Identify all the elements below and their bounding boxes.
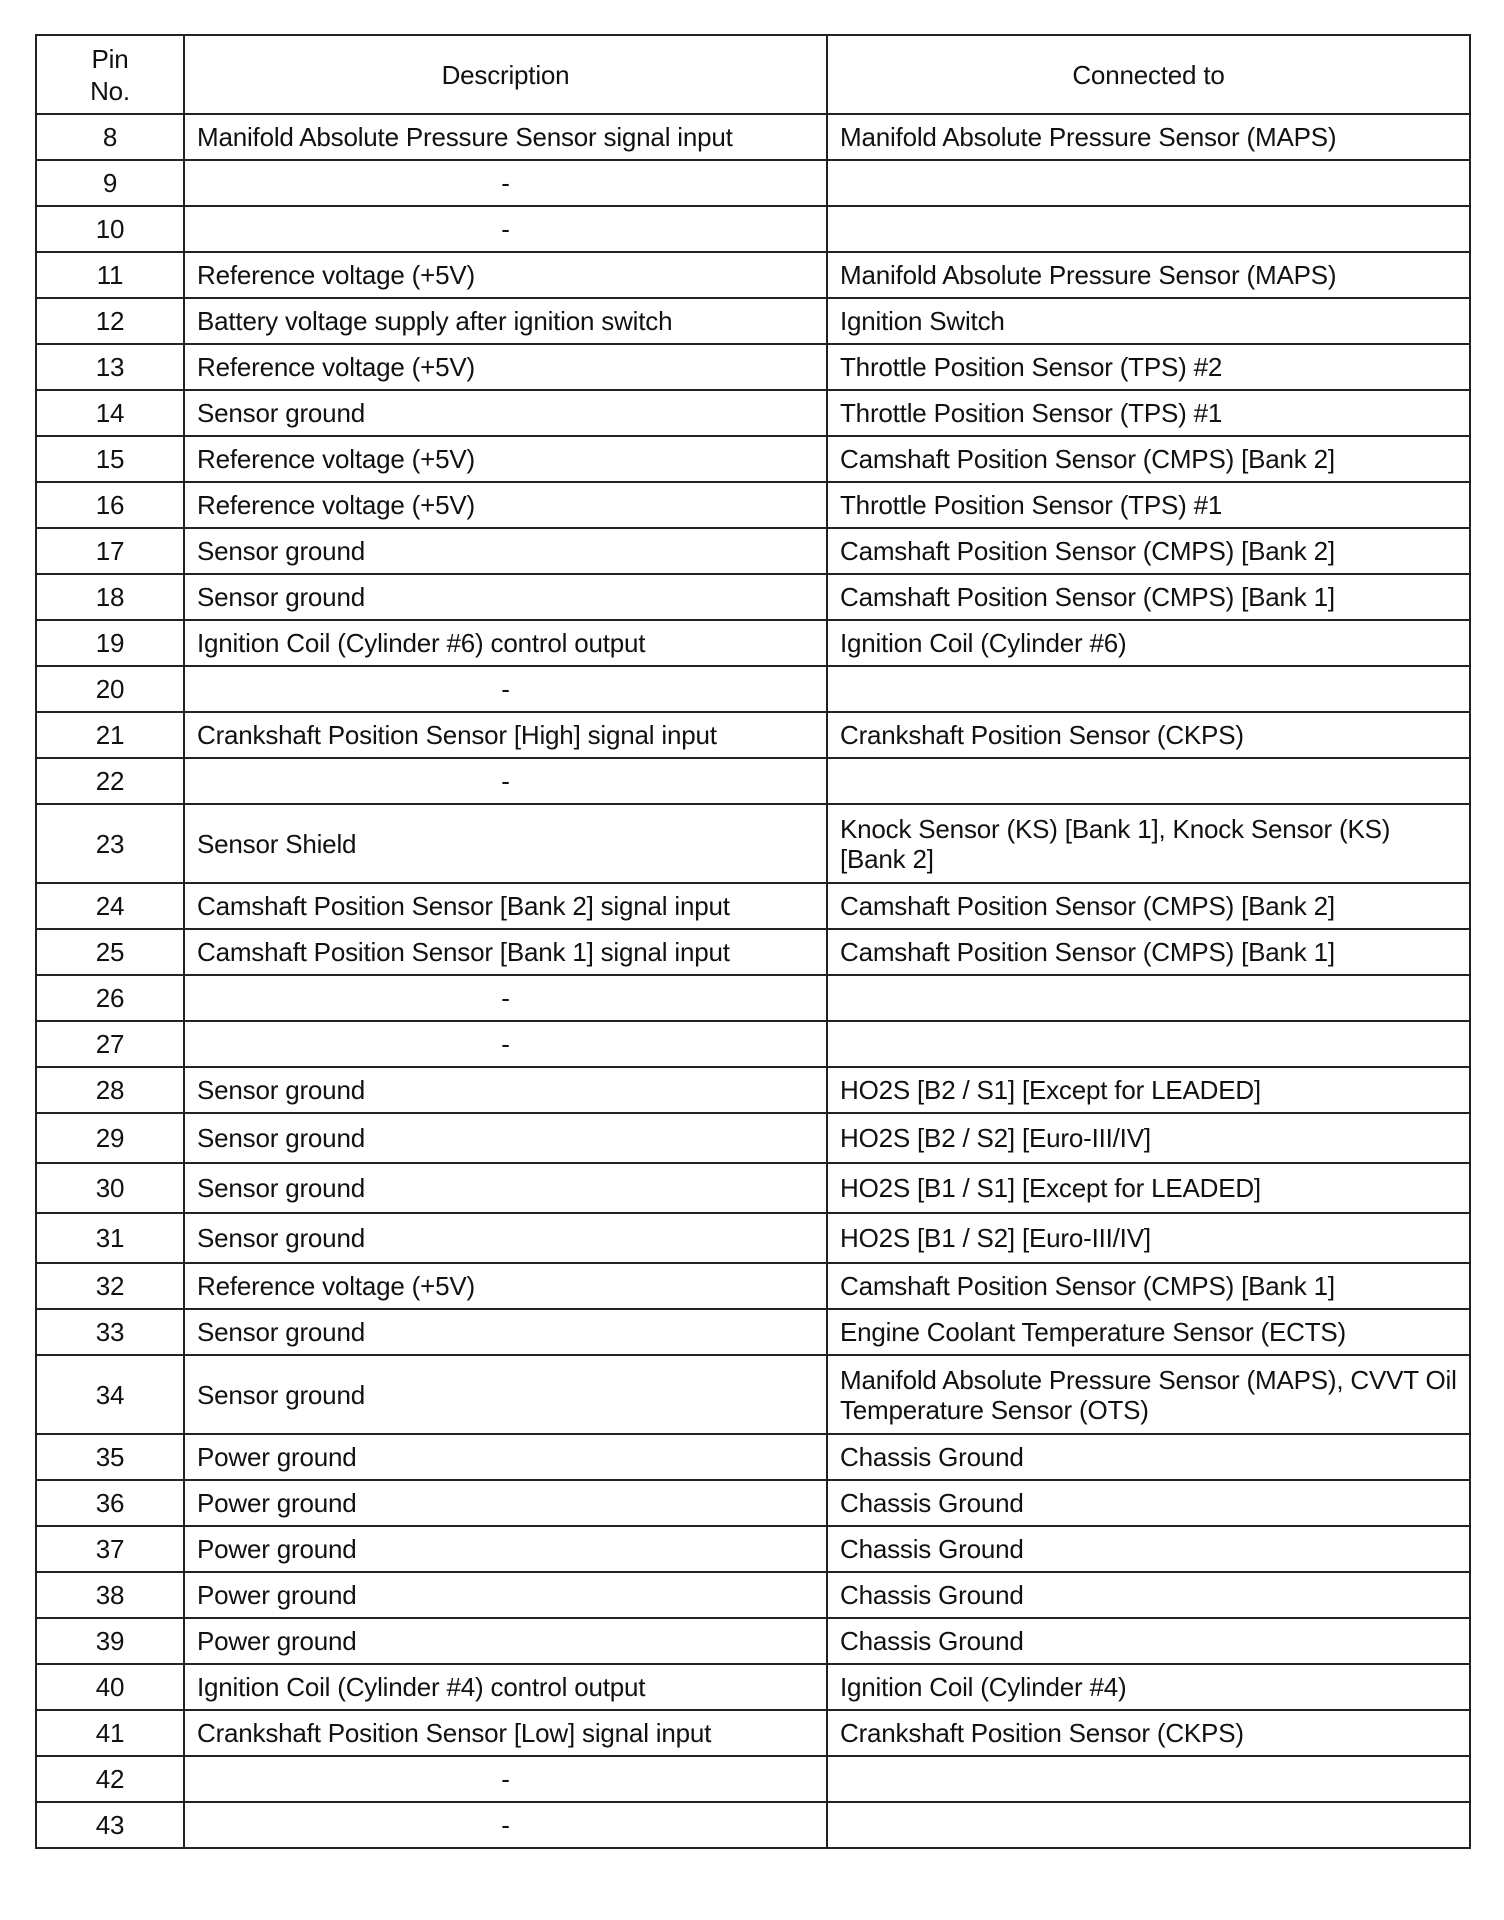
description-cell: Ignition Coil (Cylinder #6) control output [184, 620, 827, 666]
pin-cell: 13 [36, 344, 184, 390]
table-row [36, 1756, 1470, 1802]
pin-cell: 31 [36, 1213, 184, 1263]
description-cell: Manifold Absolute Pressure Sensor signal input [184, 114, 827, 160]
connected-cell [827, 758, 1470, 804]
table-row [36, 1664, 1470, 1710]
description-cell: Sensor ground [184, 1113, 827, 1163]
table-row [36, 482, 1470, 528]
connected-cell: Throttle Position Sensor (TPS) #2 [827, 344, 1470, 390]
header-pin: Pin No. [36, 35, 184, 114]
pin-cell: 24 [36, 883, 184, 929]
table-row [36, 436, 1470, 482]
table-row [36, 929, 1470, 975]
connected-cell: Manifold Absolute Pressure Sensor (MAPS) [827, 114, 1470, 160]
table-row [36, 804, 1470, 883]
pin-cell: 32 [36, 1263, 184, 1309]
connected-cell: Chassis Ground [827, 1526, 1470, 1572]
pin-cell: 37 [36, 1526, 184, 1572]
connected-cell: Manifold Absolute Pressure Sensor (MAPS) [827, 252, 1470, 298]
table-row [36, 1802, 1470, 1848]
table-row [36, 758, 1470, 804]
table-row [36, 1067, 1470, 1113]
description-cell: Camshaft Position Sensor [Bank 1] signal input [184, 929, 827, 975]
pin-cell: 28 [36, 1067, 184, 1113]
description-cell: Reference voltage (+5V) [184, 436, 827, 482]
table-row [36, 1163, 1470, 1213]
table-row [36, 1526, 1470, 1572]
pin-cell: 27 [36, 1021, 184, 1067]
description-cell: Crankshaft Position Sensor [High] signal input [184, 712, 827, 758]
connected-cell: HO2S [B1 / S2] [Euro-III/IV] [827, 1213, 1470, 1263]
description-cell: Camshaft Position Sensor [Bank 2] signal input [184, 883, 827, 929]
pin-cell: 10 [36, 206, 184, 252]
table-row [36, 1113, 1470, 1163]
description-cell: Sensor Shield [184, 804, 827, 883]
description-cell: - [184, 666, 827, 712]
table-row [36, 206, 1470, 252]
description-cell: Battery voltage supply after ignition switch [184, 298, 827, 344]
table-row [36, 298, 1470, 344]
pin-cell: 12 [36, 298, 184, 344]
connected-cell: Throttle Position Sensor (TPS) #1 [827, 390, 1470, 436]
header-description: Description [184, 35, 827, 114]
description-cell: Reference voltage (+5V) [184, 252, 827, 298]
description-cell: - [184, 1802, 827, 1848]
pin-cell: 39 [36, 1618, 184, 1664]
table-row [36, 344, 1470, 390]
description-cell: Reference voltage (+5V) [184, 482, 827, 528]
pin-cell: 42 [36, 1756, 184, 1802]
pin-cell: 26 [36, 975, 184, 1021]
table-row [36, 1355, 1470, 1434]
connected-cell [827, 975, 1470, 1021]
pin-table [35, 34, 1471, 1849]
description-cell: Power ground [184, 1480, 827, 1526]
connected-cell: Throttle Position Sensor (TPS) #1 [827, 482, 1470, 528]
header-connected: Connected to [827, 35, 1470, 114]
pin-cell: 9 [36, 160, 184, 206]
table-row [36, 1434, 1470, 1480]
description-cell: Sensor ground [184, 1163, 827, 1213]
pin-cell: 41 [36, 1710, 184, 1756]
connected-cell: Ignition Coil (Cylinder #6) [827, 620, 1470, 666]
description-cell: - [184, 1756, 827, 1802]
description-cell: Sensor ground [184, 1309, 827, 1355]
pin-cell: 21 [36, 712, 184, 758]
connected-cell: Crankshaft Position Sensor (CKPS) [827, 1710, 1470, 1756]
description-cell: Sensor ground [184, 574, 827, 620]
connected-cell [827, 666, 1470, 712]
table-row [36, 1021, 1470, 1067]
connected-cell: Chassis Ground [827, 1480, 1470, 1526]
connected-cell: Crankshaft Position Sensor (CKPS) [827, 712, 1470, 758]
table-row [36, 528, 1470, 574]
pin-cell: 38 [36, 1572, 184, 1618]
description-cell: - [184, 1021, 827, 1067]
table-row [36, 574, 1470, 620]
connected-cell: Camshaft Position Sensor (CMPS) [Bank 1] [827, 1263, 1470, 1309]
connected-cell: Camshaft Position Sensor (CMPS) [Bank 1] [827, 574, 1470, 620]
pin-cell: 34 [36, 1355, 184, 1434]
description-cell: Crankshaft Position Sensor [Low] signal input [184, 1710, 827, 1756]
connected-cell: Camshaft Position Sensor (CMPS) [Bank 1] [827, 929, 1470, 975]
table-row [36, 160, 1470, 206]
description-cell: Power ground [184, 1434, 827, 1480]
pin-cell: 16 [36, 482, 184, 528]
description-cell: Power ground [184, 1618, 827, 1664]
connected-cell: Camshaft Position Sensor (CMPS) [Bank 2] [827, 528, 1470, 574]
pin-cell: 18 [36, 574, 184, 620]
connected-cell: Ignition Coil (Cylinder #4) [827, 1664, 1470, 1710]
pin-cell: 35 [36, 1434, 184, 1480]
pin-cell: 17 [36, 528, 184, 574]
table-row [36, 1710, 1470, 1756]
table-row [36, 712, 1470, 758]
table-row [36, 252, 1470, 298]
connected-cell: Chassis Ground [827, 1434, 1470, 1480]
connected-cell: Manifold Absolute Pressure Sensor (MAPS), CVVT Oil Temperature Sensor (OTS) [827, 1355, 1470, 1434]
pin-cell: 15 [36, 436, 184, 482]
pin-cell: 14 [36, 390, 184, 436]
pin-cell: 30 [36, 1163, 184, 1213]
table-row [36, 1572, 1470, 1618]
pin-cell: 36 [36, 1480, 184, 1526]
connected-cell: HO2S [B2 / S2] [Euro-III/IV] [827, 1113, 1470, 1163]
pin-cell: 33 [36, 1309, 184, 1355]
description-cell: Sensor ground [184, 528, 827, 574]
description-cell: - [184, 758, 827, 804]
table-row [36, 1480, 1470, 1526]
connected-cell: HO2S [B1 / S1] [Except for LEADED] [827, 1163, 1470, 1213]
pin-cell: 23 [36, 804, 184, 883]
connected-cell: Engine Coolant Temperature Sensor (ECTS) [827, 1309, 1470, 1355]
table-row [36, 1263, 1470, 1309]
table-row [36, 114, 1470, 160]
header-row [36, 35, 1470, 114]
pin-cell: 29 [36, 1113, 184, 1163]
description-cell: Sensor ground [184, 1067, 827, 1113]
description-cell: - [184, 206, 827, 252]
table-row [36, 1618, 1470, 1664]
description-cell: Sensor ground [184, 1355, 827, 1434]
connected-cell [827, 1756, 1470, 1802]
connected-cell [827, 160, 1470, 206]
pin-cell: 43 [36, 1802, 184, 1848]
description-cell: - [184, 160, 827, 206]
pin-cell: 8 [36, 114, 184, 160]
table-row [36, 390, 1470, 436]
table-row [36, 883, 1470, 929]
pin-cell: 22 [36, 758, 184, 804]
pin-cell: 19 [36, 620, 184, 666]
description-cell: Power ground [184, 1526, 827, 1572]
table-row [36, 620, 1470, 666]
connected-cell: HO2S [B2 / S1] [Except for LEADED] [827, 1067, 1470, 1113]
description-cell: - [184, 975, 827, 1021]
connected-cell: Chassis Ground [827, 1618, 1470, 1664]
connected-cell [827, 206, 1470, 252]
description-cell: Sensor ground [184, 1213, 827, 1263]
pin-cell: 25 [36, 929, 184, 975]
table-row [36, 666, 1470, 712]
connected-cell: Camshaft Position Sensor (CMPS) [Bank 2] [827, 436, 1470, 482]
description-cell: Reference voltage (+5V) [184, 1263, 827, 1309]
description-cell: Power ground [184, 1572, 827, 1618]
connected-cell: Ignition Switch [827, 298, 1470, 344]
description-cell: Sensor ground [184, 390, 827, 436]
connected-cell: Knock Sensor (KS) [Bank 1], Knock Sensor (KS) [Bank 2] [827, 804, 1470, 883]
table-row [36, 1213, 1470, 1263]
connected-cell: Camshaft Position Sensor (CMPS) [Bank 2] [827, 883, 1470, 929]
connected-cell: Chassis Ground [827, 1572, 1470, 1618]
pin-cell: 20 [36, 666, 184, 712]
connected-cell [827, 1021, 1470, 1067]
pin-cell: 11 [36, 252, 184, 298]
description-cell: Ignition Coil (Cylinder #4) control output [184, 1664, 827, 1710]
table-row [36, 975, 1470, 1021]
pin-cell: 40 [36, 1664, 184, 1710]
description-cell: Reference voltage (+5V) [184, 344, 827, 390]
connected-cell [827, 1802, 1470, 1848]
table-row [36, 1309, 1470, 1355]
